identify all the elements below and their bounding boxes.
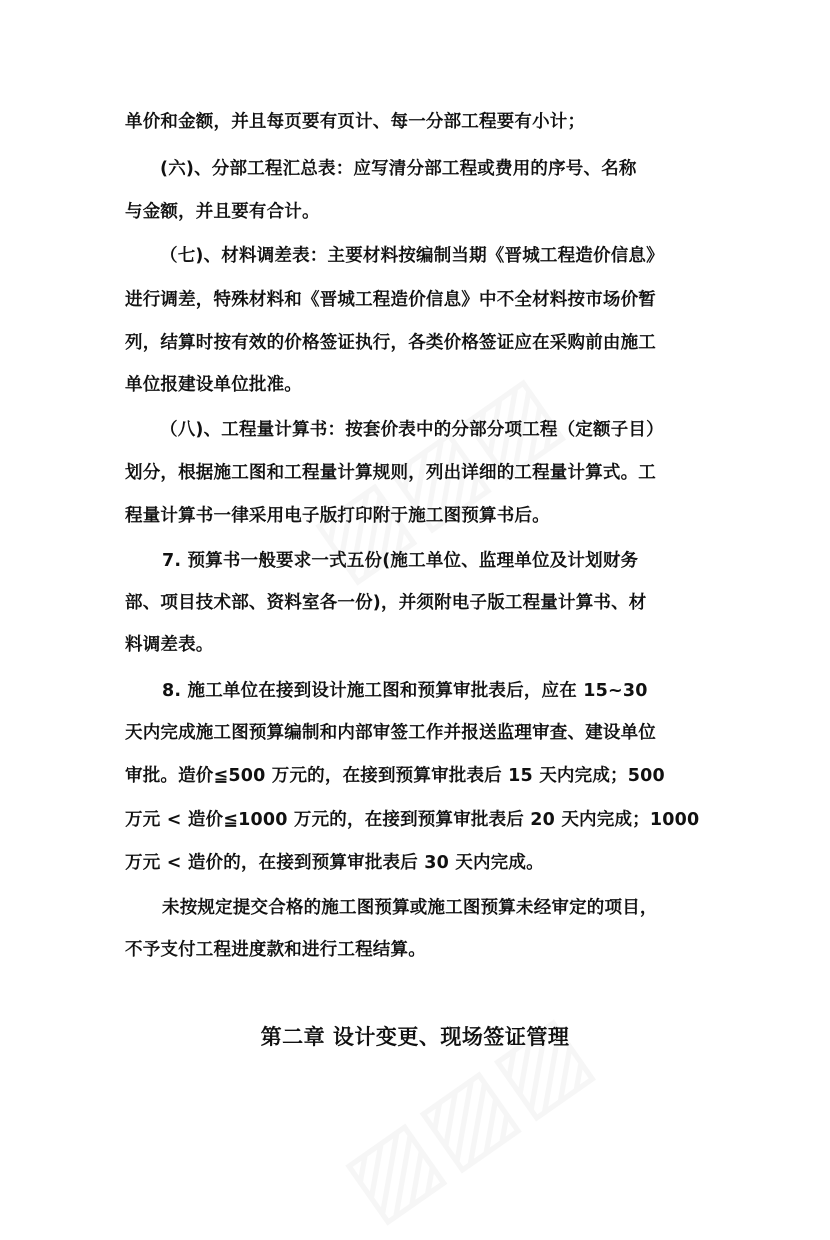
body-line: 划分，根据施工图和工程量计算规则，列出详细的工程量计算式。工: [125, 463, 656, 483]
body-line: 天内完成施工图预算编制和内部审签工作并报送监理审查、建设单位: [125, 723, 656, 743]
body-line: 进行调差，特殊材料和《晋城工程造价信息》中不全材料按市场价暂: [125, 290, 656, 310]
body-line: 不予支付工程进度款和进行工程结算。: [125, 940, 426, 960]
body-line: 审批。造价≦500 万元的，在接到预算审批表后 15 天内完成；500: [125, 766, 665, 786]
body-line: 未按规定提交合格的施工图预算或施工图预算未经审定的项目，: [162, 898, 658, 918]
body-line: 8. 施工单位在接到设计施工图和预算审批表后，应在 15~30: [162, 681, 648, 701]
body-line: （七)、材料调差表：主要材料按编制当期《晋城工程造价信息》: [160, 246, 664, 266]
body-line: 7. 预算书一般要求一式五份(施工单位、监理单位及计划财务: [162, 551, 639, 571]
body-line: 单价和金额，并且每页要有页计、每一分部工程要有小计；: [125, 112, 586, 132]
body-line: 万元 < 造价≦1000 万元的，在接到预算审批表后 20 天内完成；1000: [125, 810, 700, 830]
body-line: 料调差表。: [125, 635, 214, 655]
chapter-heading: 第二章 设计变更、现场签证管理: [260, 1025, 570, 1049]
body-line: （八)、工程量计算书：按套价表中的分部分项工程（定额子目）: [160, 420, 664, 440]
body-line: (六)、分部工程汇总表：应写清分部工程或费用的序号、名称: [160, 159, 637, 179]
body-line: 单位报建设单位批准。: [125, 375, 302, 395]
body-line: 与金额，并且要有合计。: [125, 202, 320, 222]
body-line: 部、项目技术部、资料室各一份)，并须附电子版工程量计算书、材: [125, 593, 647, 613]
body-line: 万元 < 造价的，在接到预算审批表后 30 天内完成。: [125, 853, 544, 873]
body-line: 程量计算书一律采用电子版打印附于施工图预算书后。: [125, 506, 550, 526]
body-line: 列，结算时按有效的价格签证执行，各类价格签证应在采购前由施工: [125, 333, 656, 353]
